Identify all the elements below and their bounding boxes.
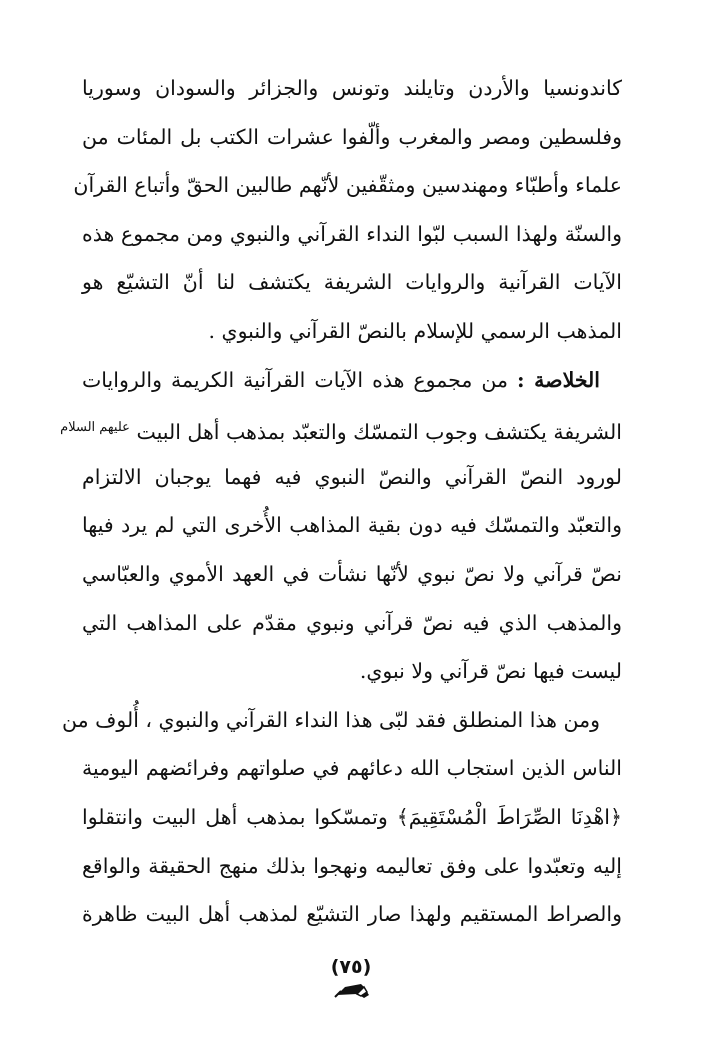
text-line: لورود النصّ القرآني والنصّ النبوي فيه فهما يوجبان الالتزام xyxy=(82,464,622,489)
pen-icon xyxy=(331,980,371,1000)
document-body xyxy=(60,64,622,939)
text-line xyxy=(82,356,622,405)
text-line: والتعبّد والتمسّك فيه دون بقية المذاهب الأُخرى التي لم يرد فيها xyxy=(82,513,622,538)
text-fragment: من مجموع هذه الآيات القرآنية الكريمة والروايات xyxy=(82,367,508,392)
page-footer xyxy=(0,956,702,1000)
text-line: علماء وأطبّاء ومهندسين ومثقّفين لأنّهم طالبين الحقّ وأتباع القرآن xyxy=(73,173,622,198)
text-line: نصّ قرآني ولا نصّ نبوي لأنّها نشأت في العهد الأموي والعبّاسي xyxy=(82,561,622,586)
text-line: الناس الذين استجاب الله دعائهم في صلواتهم وفرائضهم اليومية xyxy=(82,756,622,781)
text-line: ليست فيها نصّ قرآني ولا نبوي. xyxy=(359,659,622,684)
text-fragment: الشريفة يكتشف وجوب التمسّك والتعبّد بمذهب أهل البيت xyxy=(136,419,622,444)
text-line: والسنّة ولهذا السبب لبّوا النداء القرآني والنبوي ومن مجموع هذه xyxy=(82,221,622,246)
text-line: ومن هذا المنطلق فقد لبّى هذا النداء القرآني والنبوي ، أُلوف من xyxy=(62,707,600,732)
text-line: المذهب الرسمي للإسلام بالنصّ القرآني والنبوي . xyxy=(208,318,622,343)
paragraph xyxy=(73,64,622,356)
text-line: الآيات القرآنية والروايات الشريفة يكتشف لنا أنّ التشيّع هو xyxy=(82,270,622,295)
text-line xyxy=(60,404,622,453)
text-line: والصراط المستقيم ولهذا صار التشيّع لمذهب أهل البيت ظاهرة xyxy=(82,902,622,927)
text-line: والمذهب الذي فيه نصّ قرآني ونبوي مقدّم على المذاهب التي xyxy=(82,610,622,635)
page-number: (٧٥) xyxy=(330,956,372,978)
honorific-symbol: عليهم السلام xyxy=(60,420,130,436)
text-line: كاندونسيا والأردن وتايلند وتونس والجزائر والسودان وسوريا xyxy=(82,76,622,100)
paragraph xyxy=(62,696,622,939)
text-line: ﴿اهْدِنَا الصِّرَاطَ الْمُسْتَقِيمَ﴾ وتمسّكوا بمذهب أهل البيت وانتقلوا xyxy=(82,804,622,829)
text-line: وفلسطين ومصر والمغرب وألّفوا عشرات الكتب بل المئات من xyxy=(82,124,622,149)
paragraph xyxy=(60,356,622,696)
summary-heading: الخلاصة : xyxy=(516,367,600,392)
text-line: إليه وتعبّدوا على وفق تعاليمه ونهجوا بذلك منهج الحقيقة والواقع xyxy=(82,853,622,878)
